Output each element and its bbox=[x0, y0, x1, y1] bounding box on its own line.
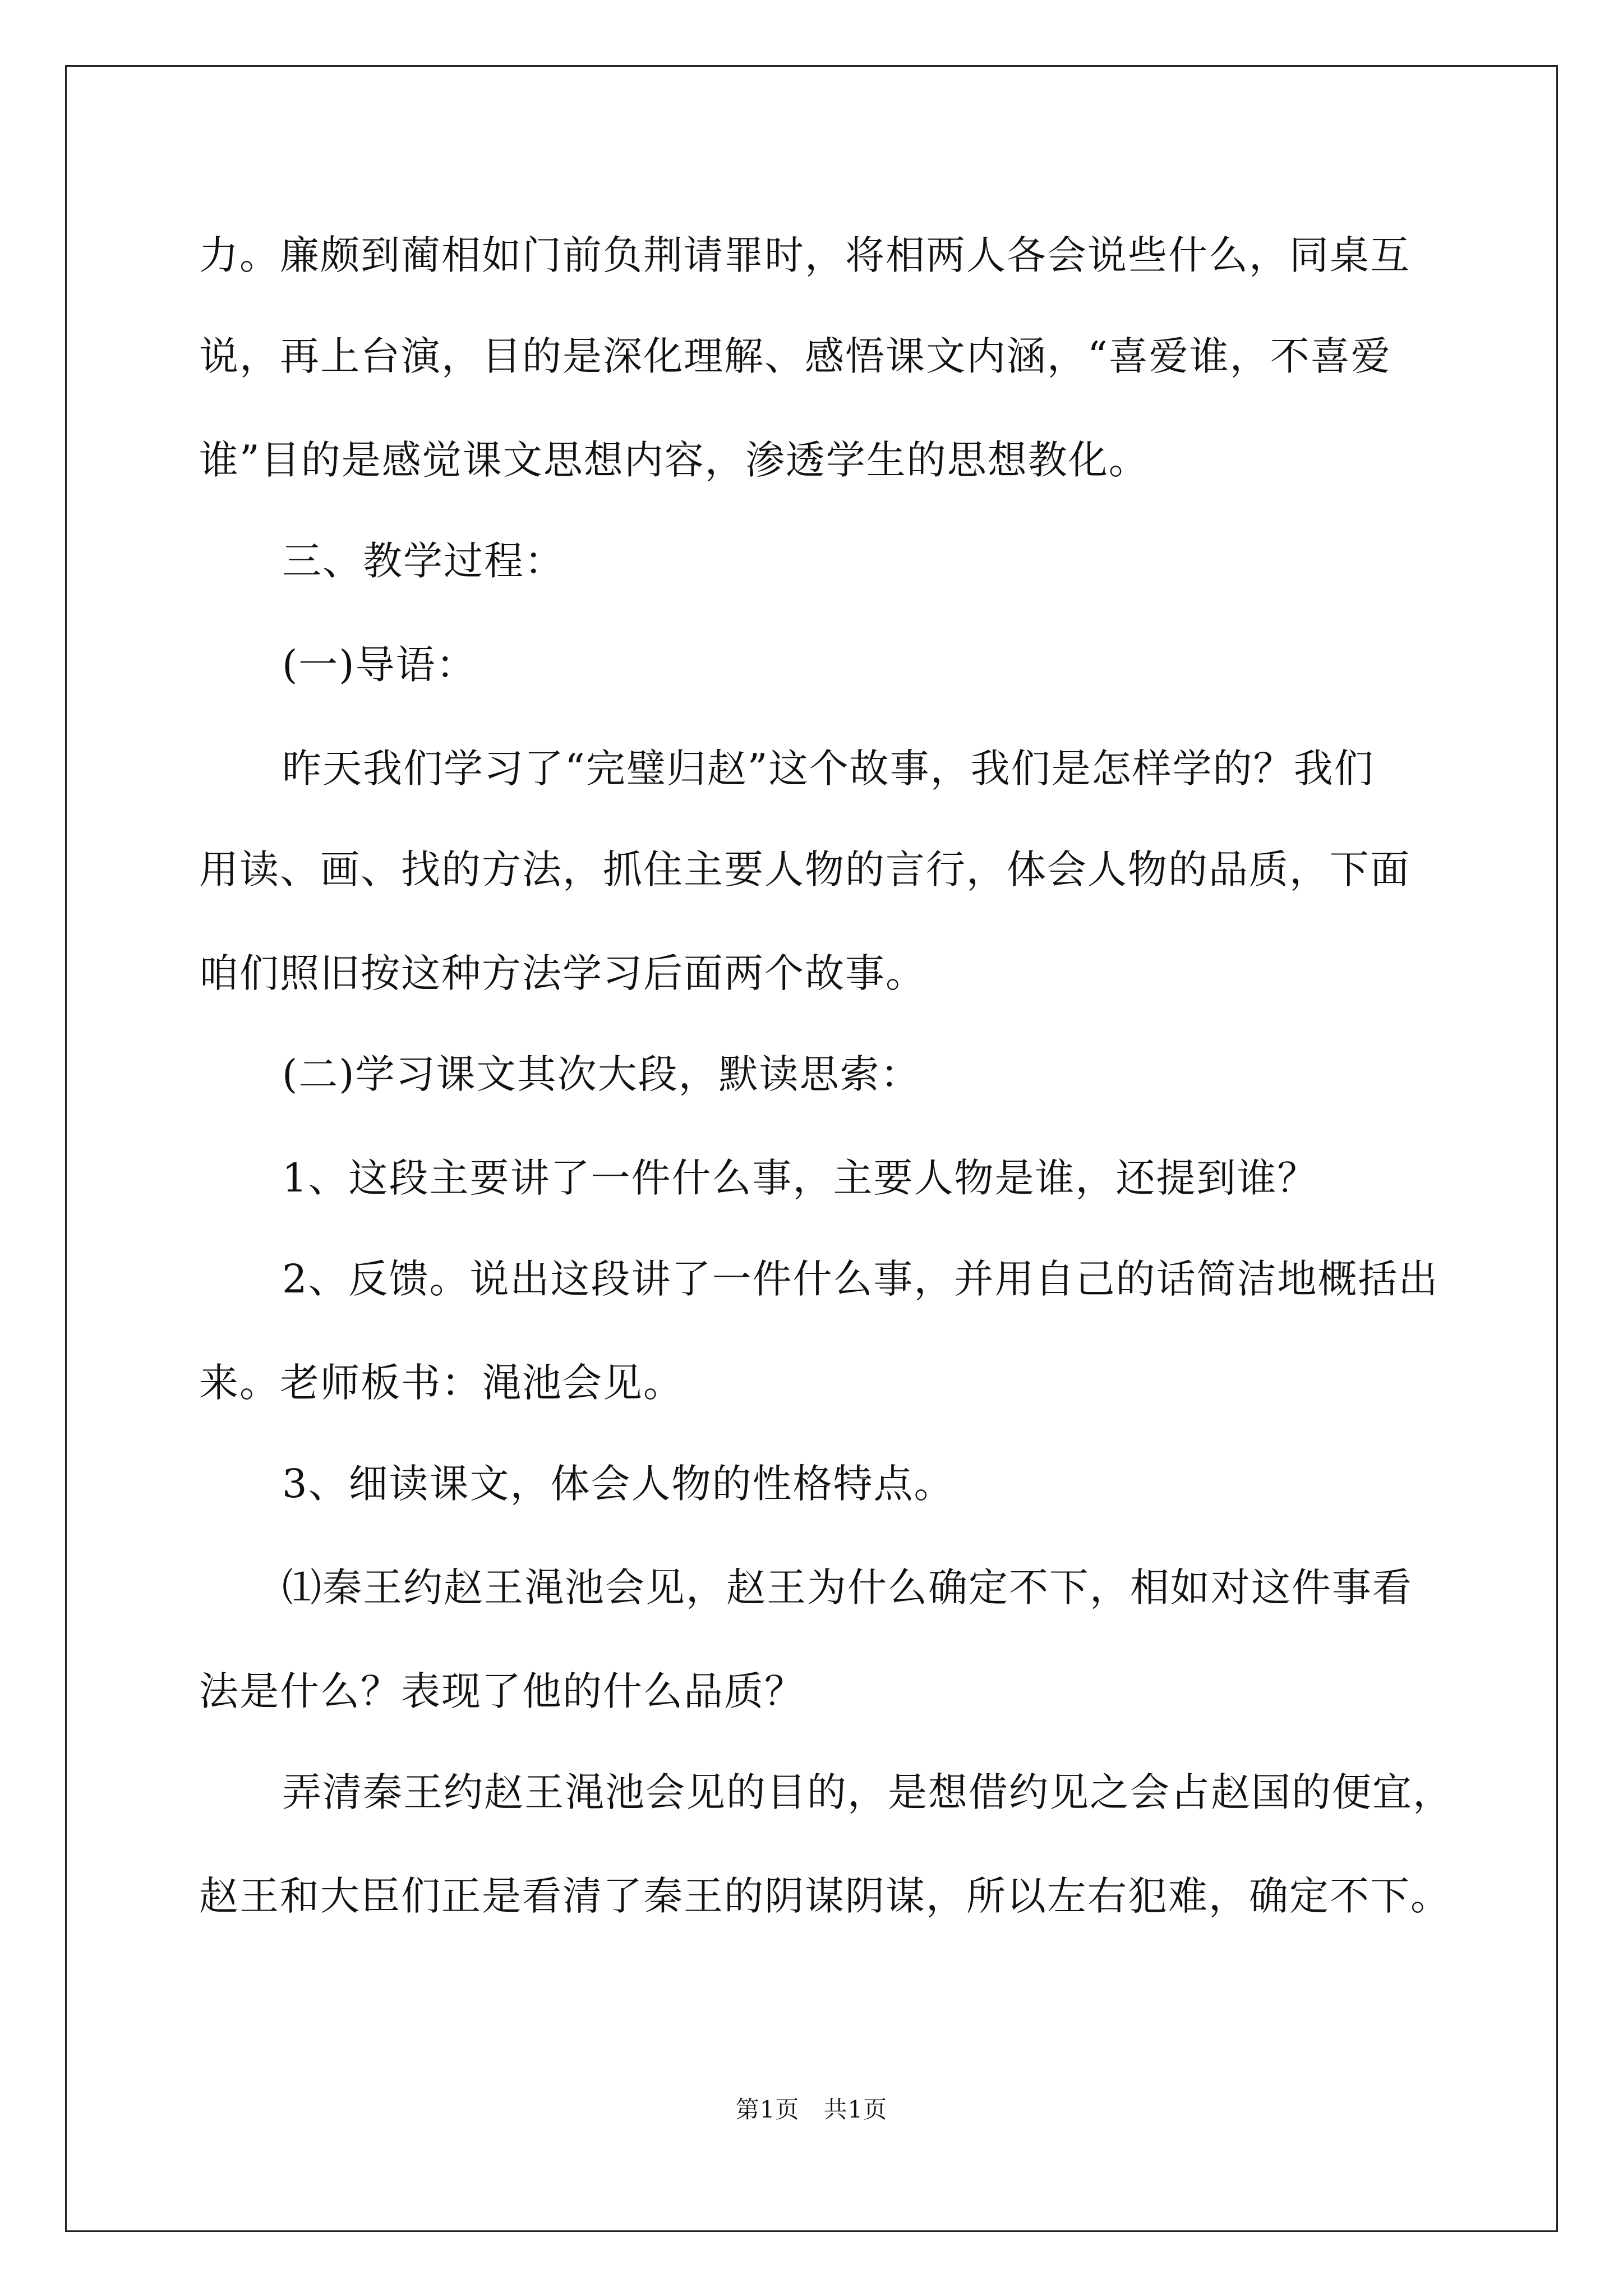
text-line: 来。老师板书：渑池会见。 bbox=[199, 1360, 684, 1406]
text-line: 1、这段主要讲了一件什么事，主要人物是谁，还提到谁？ bbox=[282, 1155, 1318, 1201]
text-line: 2、反馈。说出这段讲了一件什么事，并用自己的话简洁地概括出 bbox=[282, 1256, 1439, 1302]
text-line: 弄清秦王约赵王渑池会见的目的，是想借约见之会占赵国的便宜， bbox=[282, 1769, 1453, 1815]
text-line: 用读、画、找的方法，抓住主要人物的言行，体会人物的品质，下面 bbox=[199, 846, 1410, 892]
text-line: 3、细读课文，体会人物的性格特点。 bbox=[282, 1461, 955, 1507]
text-line: 咱们照旧按这种方法学习后面两个故事。 bbox=[199, 950, 926, 996]
text-line: 力。廉颇到蔺相如门前负荆请罪时，将相两人各会说些什么，同桌互 bbox=[199, 232, 1410, 278]
section-heading: 三、教学过程： bbox=[282, 538, 565, 584]
text-line: 说，再上台演，目的是深化理解、感悟课文内涵，“喜爱谁，不喜爱 bbox=[199, 333, 1391, 379]
subsection-heading: (一)导语： bbox=[282, 642, 477, 688]
text-line: 昨天我们学习了“完璧归赵”这个故事，我们是怎样学的？我们 bbox=[282, 746, 1375, 792]
text-line: 赵王和大臣们正是看清了秦王的阴谋阴谋，所以左右犯难，确定不下。 bbox=[199, 1873, 1451, 1919]
subsection-heading: (二)学习课文其次大段，默读思索： bbox=[282, 1051, 921, 1097]
text-line: 法是什么？表现了他的什么品质？ bbox=[199, 1668, 805, 1714]
text-line: ⑴秦王约赵王渑池会见，赵王为什么确定不下，相如对这件事看 bbox=[282, 1565, 1413, 1611]
page-number: 第1页 共1页 bbox=[735, 2096, 888, 2123]
text-line: 谁”目的是感觉课文思想内容，渗透学生的思想教化。 bbox=[199, 437, 1149, 483]
